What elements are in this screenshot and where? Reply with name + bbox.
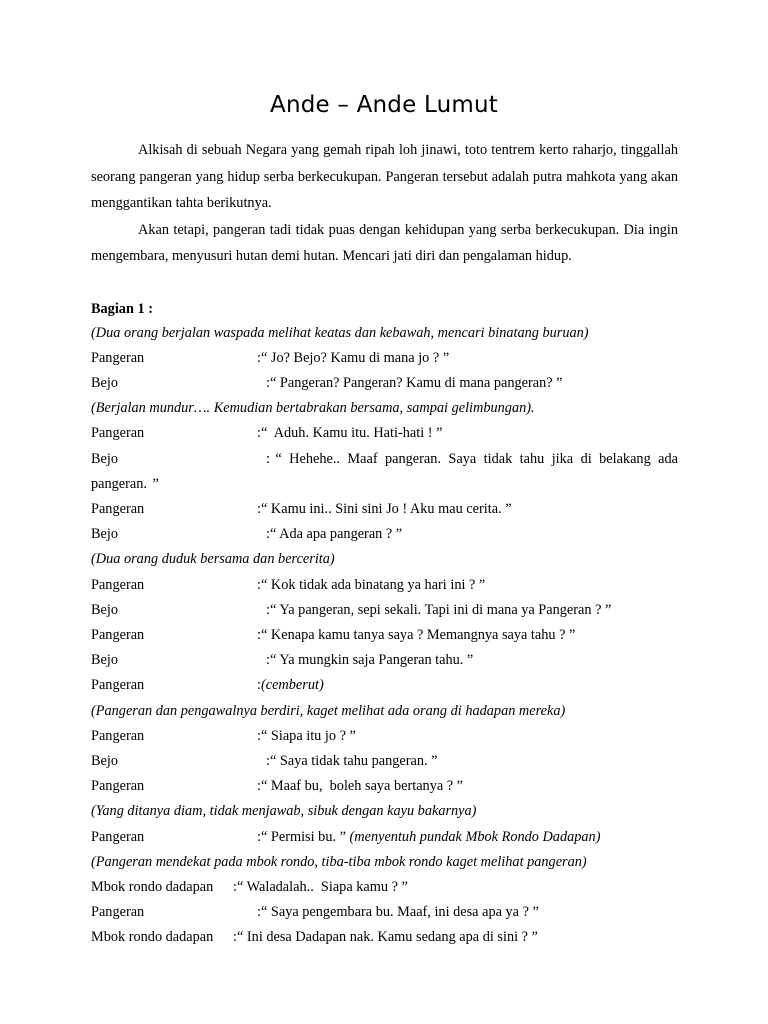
dialogue-line (91, 875, 678, 900)
speaker-separator: : (233, 929, 237, 946)
speaker-separator: : (257, 727, 261, 744)
dialogue-line (91, 673, 678, 698)
dialogue-line (91, 925, 678, 950)
stage-direction: (Yang ditanya diam, tidak menjawab, sibuk dengan kayu bakarnya) (91, 803, 477, 820)
stage-direction: (Dua orang duduk bersama dan bercerita) (91, 551, 335, 568)
dialogue-text: “ Waladalah.. Siapa kamu ? ” (236, 878, 408, 895)
speaker-separator: : (266, 652, 270, 669)
dialogue-text: “ Maaf bu, boleh saya bertanya ? ” (260, 778, 464, 795)
speaker-separator: : (233, 878, 237, 895)
speaker-name: Pangeran (91, 500, 145, 517)
speaker-name: Mbok rondo dadapan (91, 878, 214, 895)
dialogue-text: “ Saya tidak tahu pangeran. ” (269, 752, 438, 769)
dialogue-text: “ Kamu ini.. Sini sini Jo ! Aku mau cerita. ” (260, 500, 512, 517)
dialogue-text: “ Ya mungkin saja Pangeran tahu. ” (269, 652, 474, 669)
dialogue-line (91, 371, 678, 396)
speaker-name: Bejo (91, 526, 119, 543)
speaker-name: Bejo (91, 450, 119, 467)
dialogue-line (91, 900, 678, 925)
stage-direction: (Pangeran dan pengawalnya berdiri, kaget melihat ada orang di hadapan mereka) (91, 702, 566, 719)
dialogue-text: “ Kenapa kamu tanya saya ? Memangnya saya tahu ? ” (260, 626, 576, 643)
dialogue-line (91, 623, 678, 648)
speaker-separator: : (266, 752, 270, 769)
dialogue-text: “ Permisi bu. ” (260, 828, 350, 845)
dialogue-line (91, 749, 678, 774)
speaker-separator: : (257, 677, 261, 694)
dialogue-text: “ Saya pengembara bu. Maaf, ini desa apa ya ? ” (260, 904, 539, 921)
speaker-name: Bejo (91, 752, 119, 769)
stage-note: (cemberut) (260, 677, 324, 694)
speaker-name: Pangeran (91, 778, 145, 795)
stage-direction: (Berjalan mundur…. Kemudian bertabrakan bersama, sampai gelimbungan). (91, 400, 535, 417)
speaker-separator: : (257, 425, 261, 442)
stage-direction: (Dua orang berjalan waspada melihat keatas dan kebawah, mencari binatang buruan) (91, 324, 589, 341)
speaker-name: Pangeran (91, 626, 145, 643)
speaker-separator: : (257, 500, 261, 517)
speaker-separator: : (257, 576, 261, 593)
speaker-separator: : (266, 374, 270, 391)
stage-note: (menyentuh pundak Mbok Rondo Dadapan) (349, 828, 601, 845)
speaker-name: Bejo (91, 374, 119, 391)
dialogue-text: “ Siapa itu jo ? ” (260, 727, 356, 744)
speaker-separator: : (257, 778, 261, 795)
intro-paragraph: Alkisah di sebuah Negara yang gemah ripah loh jinawi, toto tentrem kerto raharjo, tinggallah seorang pangeran yang hidup serba berkecukupan. Pangeran tersebut adalah putra mahkota yang akan menggantikan tahta berikutnya. (91, 142, 678, 211)
speaker-name: Pangeran (91, 425, 145, 442)
speaker-name: Pangeran (91, 828, 145, 845)
speaker-name: Pangeran (91, 576, 145, 593)
speaker-name: Pangeran (91, 727, 145, 744)
dialogue-line (91, 774, 678, 799)
speaker-name: Bejo (91, 652, 119, 669)
document-body (91, 137, 678, 951)
dialogue-line (91, 825, 678, 850)
speaker-separator: : (257, 349, 261, 366)
dialogue-line (91, 598, 678, 623)
dialogue-text: “ Jo? Bejo? Kamu di mana jo ? ” (260, 349, 450, 366)
dialogue-line (91, 522, 678, 547)
dialogue-line (91, 447, 678, 497)
speaker-name: Pangeran (91, 677, 145, 694)
section-heading: Bagian 1 : (91, 300, 153, 317)
stage-direction: (Pangeran mendekat pada mbok rondo, tiba-tiba mbok rondo kaget melihat pangeran) (91, 853, 587, 870)
dialogue-text: “ Aduh. Kamu itu. Hati-hati ! ” (260, 425, 443, 442)
speaker-separator: : (257, 626, 261, 643)
dialogue-text: “ Ada apa pangeran ? ” (269, 526, 403, 543)
dialogue-line (91, 421, 678, 446)
dialogue-line (91, 724, 678, 749)
speaker-name: Pangeran (91, 349, 145, 366)
dialogue-text: “ Ya pangeran, sepi sekali. Tapi ini di mana ya Pangeran ? ” (269, 601, 612, 618)
speaker-separator: : (266, 526, 270, 543)
speaker-separator: : (257, 904, 261, 921)
dialogue-text: “ Ini desa Dadapan nak. Kamu sedang apa di sini ? ” (236, 929, 538, 946)
intro-paragraph: Akan tetapi, pangeran tadi tidak puas dengan kehidupan yang serba berkecukupan. Dia ingin mengembara, menyusuri hutan demi hutan. Mencari jati diri dan pengalaman hidup. (91, 221, 678, 264)
speaker-separator: : (257, 828, 261, 845)
dialogue-text: “ Pangeran? Pangeran? Kamu di mana pangeran? ” (269, 374, 563, 391)
speaker-name: Pangeran (91, 904, 145, 921)
dialogue-line (91, 497, 678, 522)
page-title: Ande – Ande Lumut (270, 92, 498, 118)
dialogue-line (91, 648, 678, 673)
speaker-name: Bejo (91, 601, 119, 618)
dialogue-line (91, 346, 678, 371)
dialogue-text: “ Kok tidak ada binatang ya hari ini ? ” (260, 576, 486, 593)
speaker-name: Mbok rondo dadapan (91, 929, 214, 946)
speaker-separator: : (266, 450, 276, 467)
dialogue-text: “ Hehehe.. Maaf pangeran. Saya tidak tahu jika di belakang ada pangeran. ” (91, 450, 678, 492)
dialogue-line (91, 573, 678, 598)
speaker-separator: : (266, 601, 270, 618)
